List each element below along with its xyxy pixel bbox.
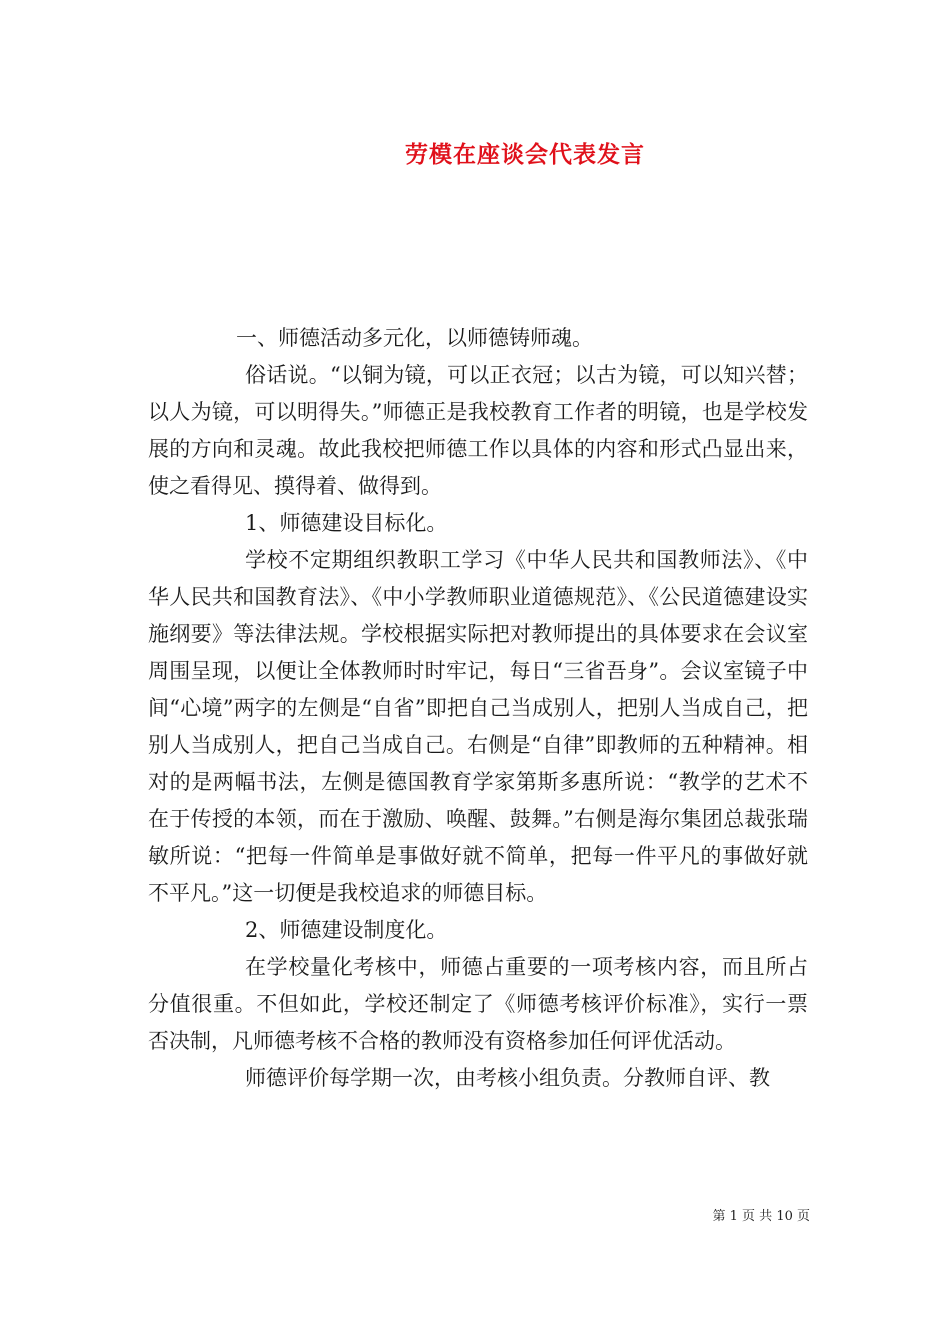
paragraph: 师德评价每学期一次，由考核小组负责。分教师自评、教 — [245, 1066, 770, 1090]
paragraph: 2、师德建设制度化。 — [245, 918, 448, 942]
page-footer: 第 1 页 共 10 页 — [712, 1209, 810, 1224]
paragraph: 在学校量化考核中，师德占重要的一项考核内容，而且所占分值很重。不但如此，学校还制定了《师德考核评价标准》，实行一票否决制，凡师德考核不合格的教师没有资格参加任何评优活动。 — [148, 955, 808, 1053]
document-title: 劳模在座谈会代表发言 — [405, 141, 645, 168]
paragraph: 学校不定期组织教职工学习《中华人民共和国教师法》、《中华人民共和国教育法》、《中小学教师职业道德规范》、《公民道德建设实施纲要》等法律法规。学校根据实际把对教师提出的具体要求在会议室周围呈现，以便让全体教师时时牢记，每日“三省吾身”。会议室镜子中间“心境”两字的左侧是“自省”即把自己当成别人，把别人当成自己，把别人当成别人，把自己当成自己。右侧是“自律”即教师的五种精神。相对的是两幅书法，左侧是德国教育学家第斯多惠所说：“教学的艺术不在于传授的本领，而在于激励、唤醒、鼓舞。”右侧是海尔集团总裁张瑞敏所说：“把每一件简单是事做好就不简单，把每一件平凡的事做好就不平凡。”这一切便是我校追求的师德目标。 — [148, 548, 808, 905]
document-body — [148, 320, 808, 1097]
paragraph: 俗话说。“以铜为镜，可以正衣冠；以古为镜，可以知兴替；以人为镜，可以明得失。”师德正是我校教育工作者的明镜，也是学校发展的方向和灵魂。故此我校把师德工作以具体的内容和形式凸显出来，使之看得见、摸得着、做得到。 — [148, 363, 808, 498]
paragraph: 一、师德活动多元化，以师德铸师魂。 — [236, 326, 593, 350]
paragraph: 1、师德建设目标化。 — [245, 511, 448, 535]
